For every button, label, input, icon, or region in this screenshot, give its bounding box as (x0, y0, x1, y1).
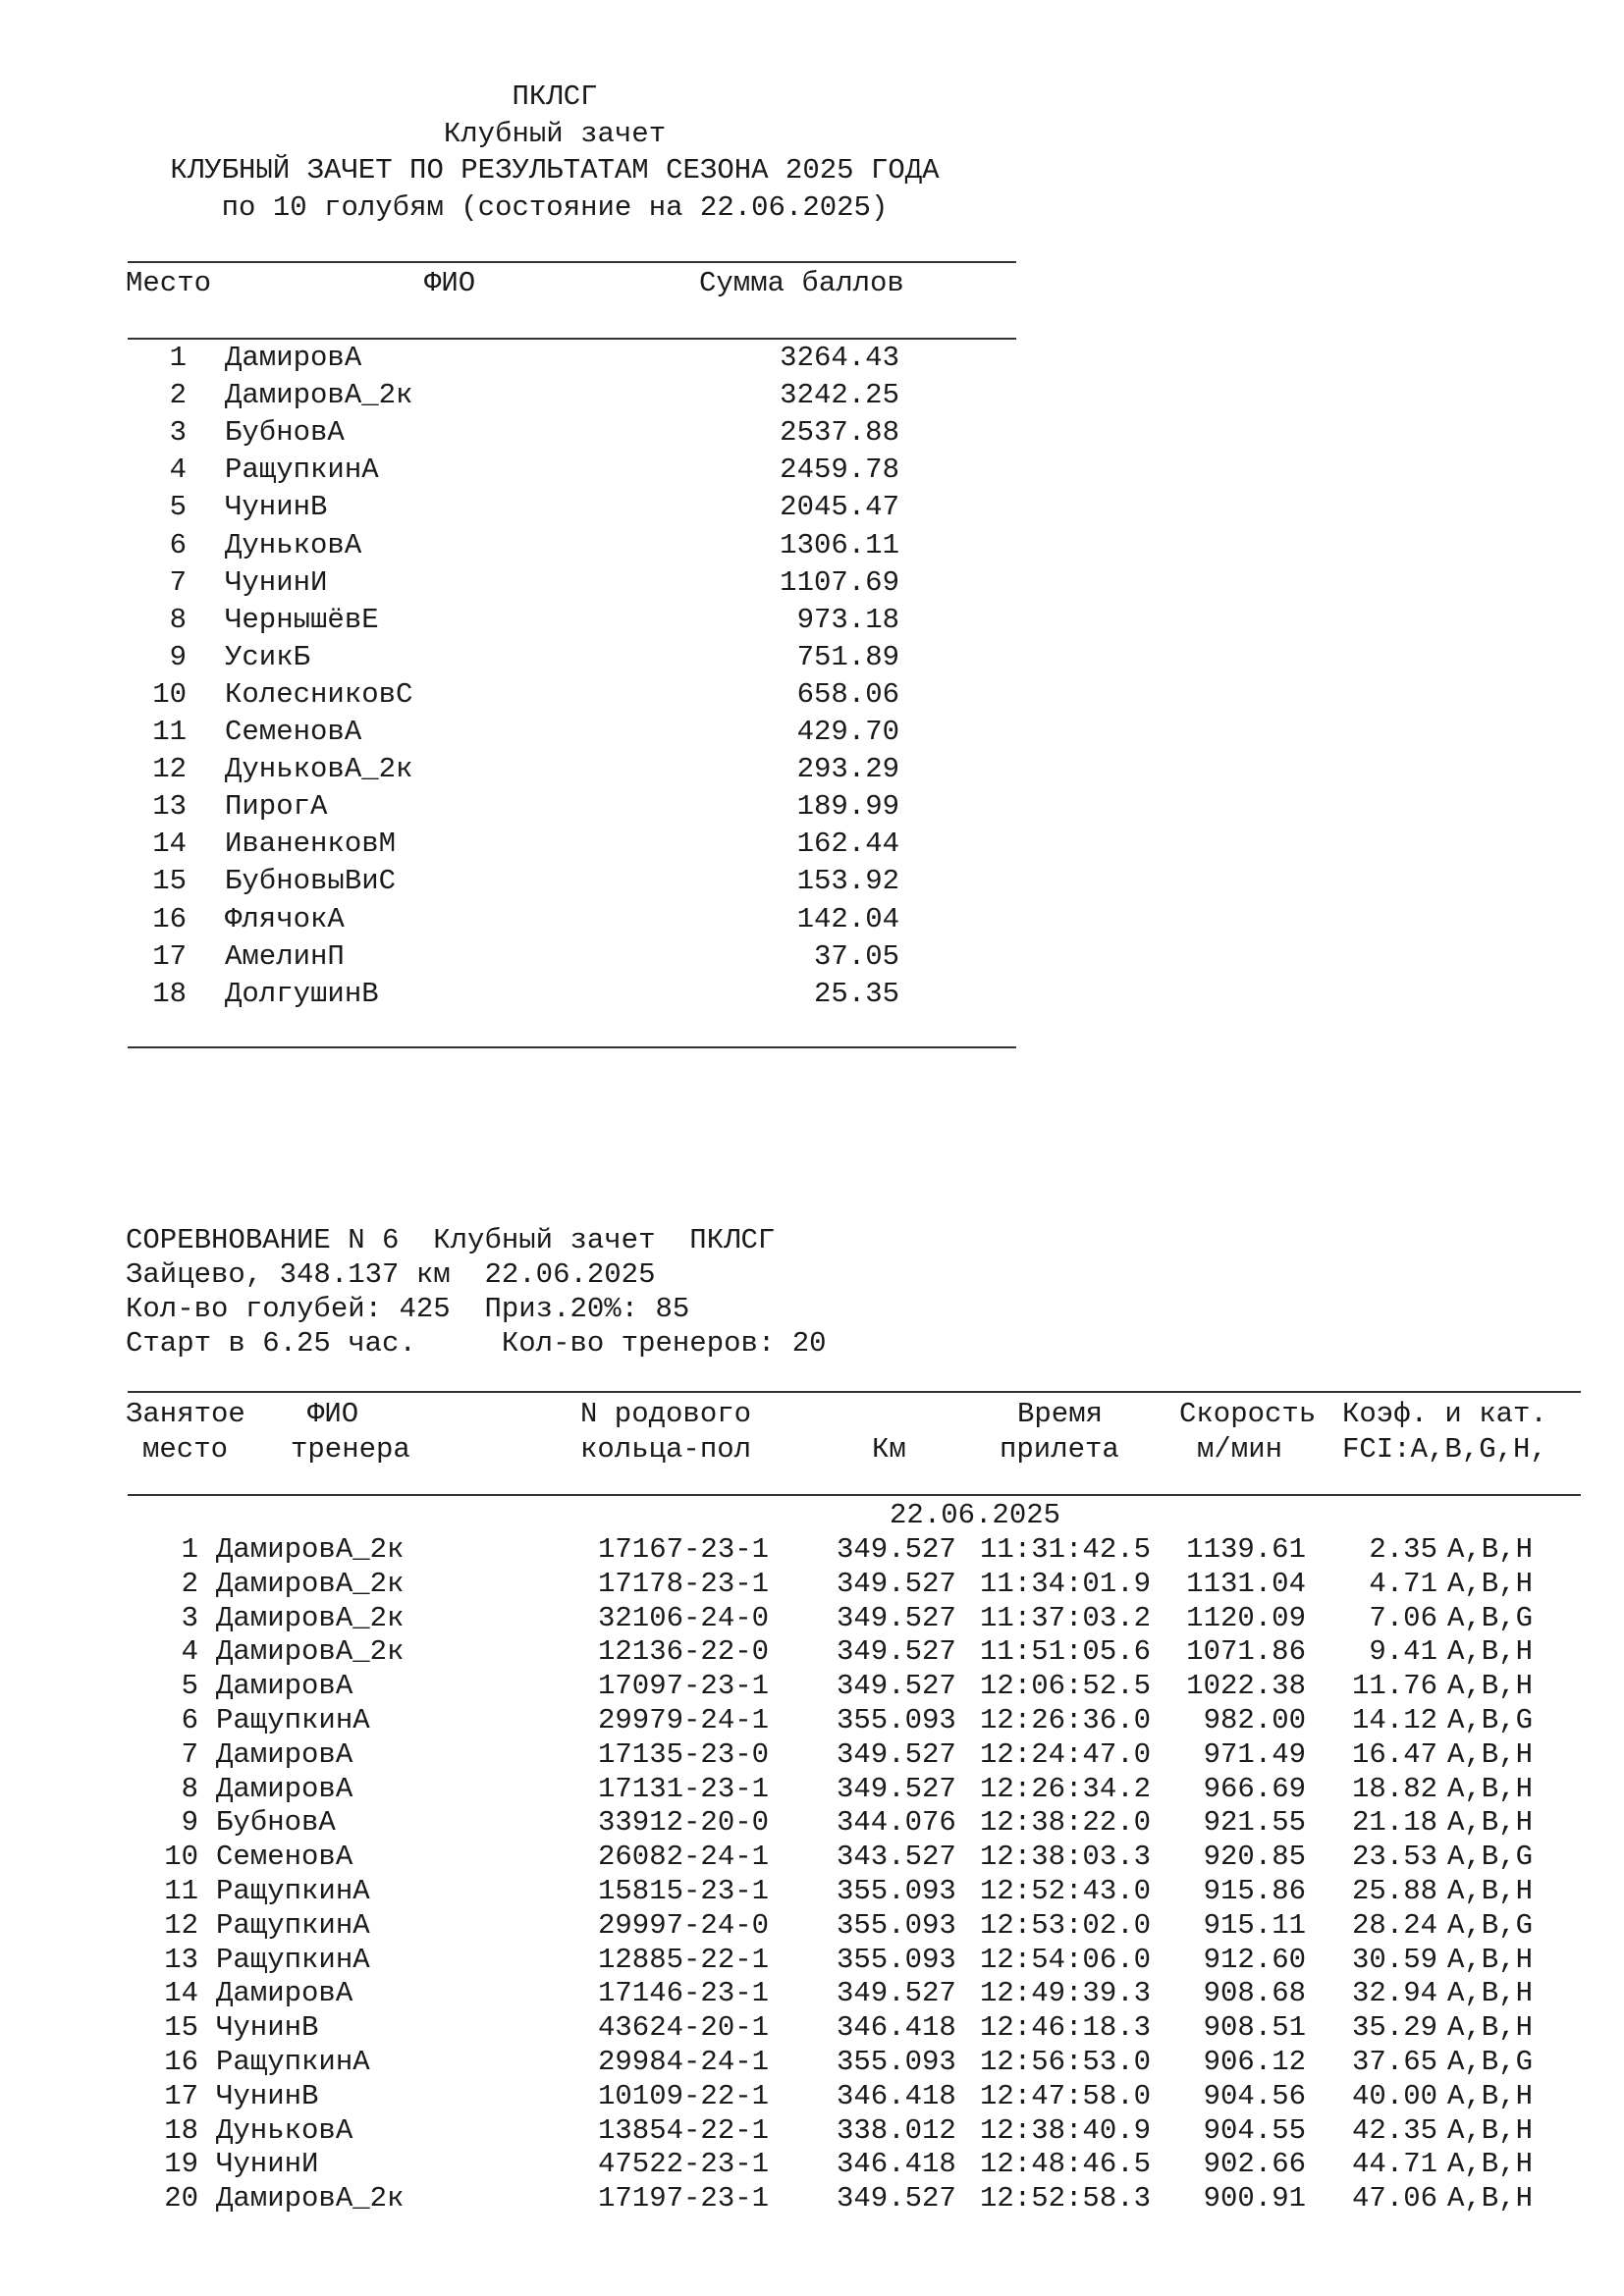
result-coef: 7.06 (1369, 1601, 1437, 1634)
result-category: A,B,H (1447, 1737, 1534, 1771)
result-ring: 12885-22-1 (598, 1943, 770, 1976)
standings-score: 658.06 (796, 677, 899, 711)
result-coef: 11.76 (1351, 1670, 1437, 1703)
result-place: 16 (164, 2046, 198, 2078)
result-speed: 902.66 (1203, 2148, 1306, 2181)
result-km: 355.093 (837, 1908, 956, 1942)
result-time: 12:06:52.5 (980, 1670, 1152, 1703)
result-place: 1 (181, 1533, 198, 1566)
result-time: 12:24:47.0 (980, 1737, 1152, 1771)
result-time: 12:52:58.3 (980, 2182, 1152, 2216)
result-ring: 33912-20-0 (598, 1806, 770, 1840)
result-category: A,B,G (1447, 1601, 1534, 1634)
result-category: A,B,G (1447, 1908, 1534, 1942)
result-km: 349.527 (837, 2182, 956, 2216)
result-time: 11:31:42.5 (980, 1533, 1152, 1566)
result-speed: 908.51 (1203, 2011, 1306, 2045)
result-coef: 42.35 (1351, 2113, 1437, 2147)
result-category: A,B,G (1447, 1704, 1534, 1736)
result-km: 346.418 (837, 2148, 956, 2181)
result-time: 12:26:34.2 (980, 1772, 1152, 1805)
result-ring: 32106-24-0 (598, 1601, 770, 1634)
result-time: 12:53:02.0 (980, 1908, 1152, 1942)
result-ring: 17146-23-1 (598, 1977, 770, 2010)
standings-score: 293.29 (796, 753, 899, 786)
col-header-place: Место (126, 267, 212, 299)
result-place: 17 (164, 2079, 198, 2112)
result-category: A,B,H (1447, 1772, 1534, 1805)
standings-score: 2459.78 (780, 454, 899, 487)
result-place: 15 (164, 2011, 198, 2045)
col-name-1: ФИО (307, 1398, 359, 1430)
result-ring: 43624-20-1 (598, 2011, 770, 2045)
col-header-score: Сумма баллов (699, 267, 904, 299)
result-km: 343.527 (837, 1841, 956, 1874)
standings-name: АмелинП (225, 939, 345, 973)
result-time: 11:34:01.9 (980, 1567, 1152, 1600)
competition-title: СОРЕВНОВАНИЕ N 6 Клубный зачет ПКЛСГ (126, 1224, 776, 1256)
result-name: РащупкинА (216, 2046, 370, 2078)
standings-score: 973.18 (796, 603, 899, 636)
standings-place: 16 (152, 902, 187, 935)
standings-score: 2045.47 (780, 491, 899, 524)
result-coef: 37.65 (1351, 2046, 1437, 2078)
result-ring: 13854-22-1 (598, 2113, 770, 2147)
result-place: 4 (181, 1635, 198, 1669)
result-speed: 1131.04 (1186, 1567, 1306, 1600)
result-category: A,B,H (1447, 2113, 1534, 2147)
standings-name: ФлячокА (225, 902, 345, 935)
result-name: ДамировА (216, 1772, 353, 1805)
result-km: 355.093 (837, 2046, 956, 2078)
result-ring: 47522-23-1 (598, 2148, 770, 2181)
result-place: 3 (181, 1601, 198, 1634)
result-ring: 17135-23-0 (598, 1737, 770, 1771)
col-time-2: прилета (1000, 1433, 1119, 1466)
standings-name: БубновА (225, 416, 345, 450)
result-ring: 17197-23-1 (598, 2182, 770, 2216)
competition-location: Зайцево, 348.137 км 22.06.2025 (126, 1258, 656, 1291)
result-speed: 908.68 (1203, 1977, 1306, 2010)
standings-name: ДамировА (225, 342, 362, 374)
result-speed: 915.11 (1203, 1908, 1306, 1942)
result-ring: 29997-24-0 (598, 1908, 770, 1942)
standings-place: 11 (152, 716, 187, 748)
result-place: 7 (181, 1737, 198, 1771)
result-speed: 915.86 (1203, 1875, 1306, 1907)
divider-header (128, 338, 1016, 340)
result-name: РащупкинА (216, 1943, 370, 1976)
result-category: A,B,H (1447, 2148, 1534, 2181)
standings-score: 1306.11 (780, 528, 899, 561)
result-name: ДамировА (216, 1670, 353, 1703)
result-km: 349.527 (837, 1601, 956, 1634)
result-place: 6 (181, 1704, 198, 1736)
standings-place: 7 (169, 565, 187, 599)
standings-name: ЧернышёвЕ (225, 603, 379, 636)
result-ring: 17131-23-1 (598, 1772, 770, 1805)
result-ring: 29979-24-1 (598, 1704, 770, 1736)
result-speed: 912.60 (1203, 1943, 1306, 1976)
result-coef: 9.41 (1369, 1635, 1437, 1669)
divider-top (128, 261, 1016, 263)
result-place: 11 (164, 1875, 198, 1907)
result-category: A,B,H (1447, 1567, 1534, 1600)
divider-comp-header (128, 1494, 1581, 1496)
result-coef: 23.53 (1351, 1841, 1437, 1874)
main-title: КЛУБНЫЙ ЗАЧЕТ ПО РЕЗУЛЬТАТАМ СЕЗОНА 2025 ГОДА (170, 154, 940, 187)
col-place-1: Занятое (126, 1398, 245, 1430)
result-speed: 900.91 (1203, 2182, 1306, 2216)
result-name: ДамировА_2к (216, 1533, 405, 1566)
result-category: A,B,H (1447, 1875, 1534, 1907)
result-name: ДамировА_2к (216, 2182, 405, 2216)
divider-standings-bottom (128, 1046, 1016, 1048)
standings-place: 5 (169, 491, 187, 524)
result-time: 12:54:06.0 (980, 1943, 1152, 1976)
result-time: 12:48:46.5 (980, 2148, 1152, 2181)
standings-name: ЧунинВ (225, 491, 328, 524)
standings-place: 14 (152, 828, 187, 861)
result-place: 14 (164, 1977, 198, 2010)
result-place: 2 (181, 1567, 198, 1600)
result-km: 349.527 (837, 1567, 956, 1600)
result-coef: 47.06 (1351, 2182, 1437, 2216)
result-name: ДуньковА (216, 2113, 353, 2147)
result-category: A,B,H (1447, 2182, 1534, 2216)
result-name: РащупкинА (216, 1908, 370, 1942)
result-ring: 15815-23-1 (598, 1875, 770, 1907)
result-coef: 21.18 (1351, 1806, 1437, 1840)
result-speed: 982.00 (1203, 1704, 1306, 1736)
result-coef: 44.71 (1351, 2148, 1437, 2181)
standings-name: ДуньковА_2к (225, 753, 413, 786)
result-km: 349.527 (837, 1533, 956, 1566)
standings-name: БубновыВиС (225, 865, 397, 898)
standings-score: 25.35 (813, 977, 899, 1010)
result-name: РащупкинА (216, 1704, 370, 1736)
result-speed: 966.69 (1203, 1772, 1306, 1805)
standings-score: 1107.69 (780, 565, 899, 599)
result-time: 12:38:22.0 (980, 1806, 1152, 1840)
result-time: 12:46:18.3 (980, 2011, 1152, 2045)
result-coef: 25.88 (1351, 1875, 1437, 1907)
standings-name: ИваненковМ (225, 828, 397, 861)
standings-name: КолесниковС (225, 677, 413, 711)
result-time: 12:26:36.0 (980, 1704, 1152, 1736)
result-coef: 35.29 (1351, 2011, 1437, 2045)
result-km: 355.093 (837, 1704, 956, 1736)
result-speed: 1071.86 (1186, 1635, 1306, 1669)
col-name-2: тренера (291, 1433, 410, 1466)
standings-place: 4 (169, 454, 187, 487)
result-category: A,B,H (1447, 1635, 1534, 1669)
result-coef: 14.12 (1351, 1704, 1437, 1736)
standings-place: 15 (152, 865, 187, 898)
standings-place: 2 (169, 379, 187, 412)
result-km: 338.012 (837, 2113, 956, 2147)
result-name: ДамировА_2к (216, 1635, 405, 1669)
result-speed: 971.49 (1203, 1737, 1306, 1771)
standings-place: 13 (152, 790, 187, 824)
result-time: 11:51:05.6 (980, 1635, 1152, 1669)
standings-name: ДолгушинВ (225, 977, 379, 1010)
result-km: 349.527 (837, 1977, 956, 2010)
col-ring-1: N родового (580, 1398, 752, 1430)
result-category: A,B,H (1447, 2011, 1534, 2045)
result-category: A,B,H (1447, 1977, 1534, 2010)
standings-score: 3242.25 (780, 379, 899, 412)
result-ring: 10109-22-1 (598, 2079, 770, 2112)
standings-place: 17 (152, 939, 187, 973)
result-km: 346.418 (837, 2079, 956, 2112)
result-name: СеменовА (216, 1841, 353, 1874)
result-coef: 16.47 (1351, 1737, 1437, 1771)
result-place: 13 (164, 1943, 198, 1976)
result-km: 349.527 (837, 1737, 956, 1771)
standings-place: 10 (152, 677, 187, 711)
standings-name: ЧунинИ (225, 565, 328, 599)
result-name: ДамировА_2к (216, 1567, 405, 1600)
standings-score: 751.89 (796, 640, 899, 673)
col-coef-1: Коэф. и кат. (1342, 1398, 1547, 1430)
result-km: 346.418 (837, 2011, 956, 2045)
result-speed: 1139.61 (1186, 1533, 1306, 1566)
col-time-1: Время (1017, 1398, 1104, 1430)
result-time: 11:37:03.2 (980, 1601, 1152, 1634)
result-place: 20 (164, 2182, 198, 2216)
result-speed: 904.56 (1203, 2079, 1306, 2112)
result-place: 19 (164, 2148, 198, 2181)
standings-place: 6 (169, 528, 187, 561)
results-date: 22.06.2025 (890, 1499, 1061, 1531)
result-time: 12:47:58.0 (980, 2079, 1152, 2112)
result-category: A,B,H (1447, 1806, 1534, 1840)
result-category: A,B,G (1447, 2046, 1534, 2078)
result-name: ЧунинВ (216, 2011, 319, 2045)
col-km: Км (872, 1433, 906, 1466)
standings-name: ПирогА (225, 790, 328, 824)
result-time: 12:38:40.9 (980, 2113, 1152, 2147)
col-coef-2: FCI:A,B,G,H, (1342, 1433, 1547, 1466)
result-coef: 4.71 (1369, 1567, 1437, 1600)
col-header-name: ФИО (424, 267, 476, 299)
result-time: 12:52:43.0 (980, 1875, 1152, 1907)
competition-counts: Кол-во голубей: 425 Приз.20%: 85 (126, 1293, 690, 1325)
standings-score: 37.05 (813, 939, 899, 973)
col-speed-2: м/мин (1197, 1433, 1283, 1466)
result-time: 12:56:53.0 (980, 2046, 1152, 2078)
org-title: ПКЛСГ (512, 80, 598, 113)
result-coef: 30.59 (1351, 1943, 1437, 1976)
result-place: 9 (181, 1806, 198, 1840)
result-time: 12:49:39.3 (980, 1977, 1152, 2010)
standings-name: УсикБ (225, 640, 311, 673)
result-km: 349.527 (837, 1635, 956, 1669)
result-coef: 2.35 (1369, 1533, 1437, 1566)
standings-score: 142.04 (796, 902, 899, 935)
result-ring: 17167-23-1 (598, 1533, 770, 1566)
competition-start: Старт в 6.25 час. Кол-во тренеров: 20 (126, 1327, 827, 1360)
result-coef: 28.24 (1351, 1908, 1437, 1942)
standings-score: 189.99 (796, 790, 899, 824)
result-category: A,B,H (1447, 2079, 1534, 2112)
standings-place: 9 (169, 640, 187, 673)
result-time: 12:38:03.3 (980, 1841, 1152, 1874)
standings-score: 2537.88 (780, 416, 899, 450)
result-ring: 17178-23-1 (598, 1567, 770, 1600)
result-ring: 29984-24-1 (598, 2046, 770, 2078)
divider-comp-top (128, 1391, 1581, 1393)
standings-score: 153.92 (796, 865, 899, 898)
result-ring: 17097-23-1 (598, 1670, 770, 1703)
result-name: ЧунинВ (216, 2079, 319, 2112)
col-place-2: место (142, 1433, 229, 1466)
result-category: A,B,H (1447, 1670, 1534, 1703)
standings-place: 8 (169, 603, 187, 636)
standings-place: 3 (169, 416, 187, 450)
result-coef: 40.00 (1351, 2079, 1437, 2112)
standings-score: 429.70 (796, 716, 899, 748)
result-coef: 18.82 (1351, 1772, 1437, 1805)
result-name: РащупкинА (216, 1875, 370, 1907)
result-name: ДамировА_2к (216, 1601, 405, 1634)
standings-name: СеменовА (225, 716, 362, 748)
result-km: 344.076 (837, 1806, 956, 1840)
subtitle: Клубный зачет (443, 118, 667, 150)
result-name: ДамировА (216, 1737, 353, 1771)
result-place: 8 (181, 1772, 198, 1805)
result-name: БубновА (216, 1806, 336, 1840)
standings-name: ДуньковА (225, 528, 362, 561)
col-ring-2: кольца-пол (580, 1433, 752, 1466)
result-coef: 32.94 (1351, 1977, 1437, 2010)
result-name: ЧунинИ (216, 2148, 319, 2181)
standings-name: ДамировА_2к (225, 379, 413, 412)
result-speed: 920.85 (1203, 1841, 1306, 1874)
result-place: 12 (164, 1908, 198, 1942)
result-km: 355.093 (837, 1943, 956, 1976)
result-speed: 1120.09 (1186, 1601, 1306, 1634)
result-ring: 12136-22-0 (598, 1635, 770, 1669)
standings-score: 162.44 (796, 828, 899, 861)
result-speed: 904.55 (1203, 2113, 1306, 2147)
result-place: 10 (164, 1841, 198, 1874)
result-speed: 921.55 (1203, 1806, 1306, 1840)
result-place: 5 (181, 1670, 198, 1703)
result-place: 18 (164, 2113, 198, 2147)
result-category: A,B,H (1447, 1533, 1534, 1566)
result-category: A,B,H (1447, 1943, 1534, 1976)
result-name: ДамировА (216, 1977, 353, 2010)
standings-place: 12 (152, 753, 187, 786)
result-km: 349.527 (837, 1772, 956, 1805)
result-category: A,B,G (1447, 1841, 1534, 1874)
result-speed: 906.12 (1203, 2046, 1306, 2078)
standings-name: РащупкинА (225, 454, 379, 487)
result-km: 349.527 (837, 1670, 956, 1703)
subtitle-status: по 10 голубям (состояние на 22.06.2025) (221, 191, 889, 224)
result-ring: 26082-24-1 (598, 1841, 770, 1874)
col-speed-1: Скорость (1179, 1398, 1317, 1430)
standings-score: 3264.43 (780, 342, 899, 374)
result-km: 355.093 (837, 1875, 956, 1907)
standings-place: 1 (169, 342, 187, 374)
standings-place: 18 (152, 977, 187, 1010)
result-speed: 1022.38 (1186, 1670, 1306, 1703)
